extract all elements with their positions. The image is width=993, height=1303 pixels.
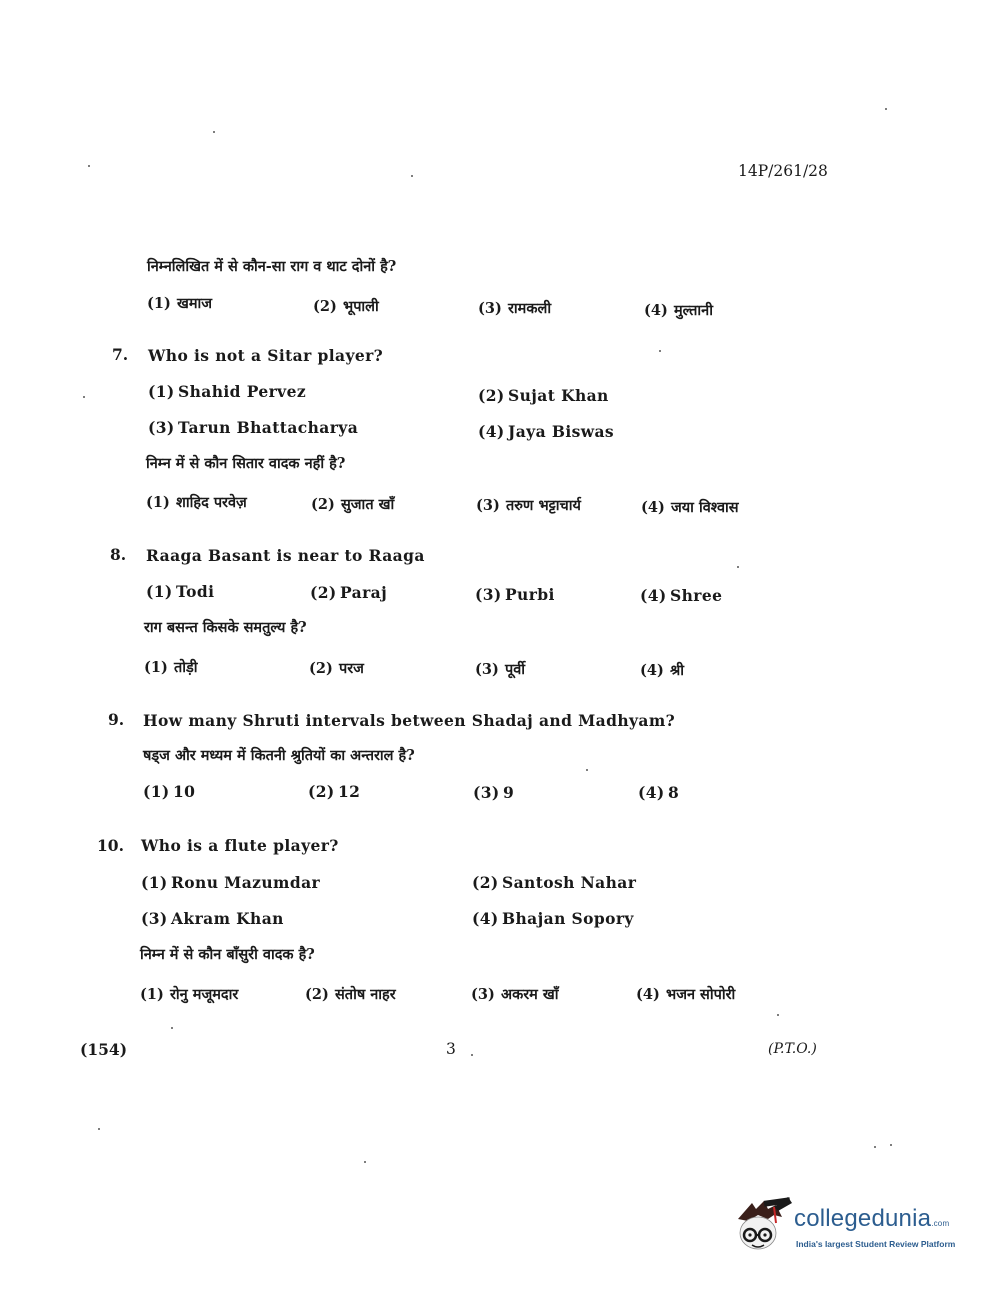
- q8-option-1: (1) Todi: [146, 582, 215, 601]
- q7-option-1: (1) Shahid Pervez: [148, 382, 307, 401]
- page-number: 3: [446, 1040, 456, 1058]
- scan-speck: [364, 1161, 366, 1163]
- scan-speck: [586, 769, 588, 771]
- logo-tagline: India's largest Student Review Platform: [796, 1239, 956, 1249]
- scan-speck: [885, 108, 887, 110]
- q7-hindi-option-3: (3) तरुण भट्टाचार्य: [476, 497, 581, 514]
- q6-option-2: (2) भूपाली: [313, 298, 379, 315]
- q10-hindi-question: निम्न में से कौन बाँसुरी वादक है?: [140, 946, 315, 963]
- q7-hindi-option-2: (2) सुजात खाँ: [311, 496, 395, 513]
- q10-number: 10.: [97, 836, 124, 855]
- scan-speck: [171, 1027, 173, 1029]
- q6-option-3: (3) रामकली: [478, 300, 552, 317]
- q6-option-4: (4) मुल्तानी: [644, 302, 713, 319]
- q8-number: 8.: [110, 545, 127, 564]
- paper-code: 14P/261/28: [738, 162, 828, 180]
- scan-speck: [83, 396, 85, 398]
- q9-option-2: (2) 12: [308, 782, 361, 801]
- q10-option-2: (2) Santosh Nahar: [472, 873, 637, 892]
- q8-hindi-question: राग बसन्त किसके समतुल्य है?: [144, 619, 307, 636]
- q10-option-1: (1) Ronu Mazumdar: [141, 873, 321, 892]
- mascot-icon: [734, 1197, 792, 1257]
- q7-hindi-option-4: (4) जया विश्वास: [641, 499, 739, 516]
- scan-speck: [737, 566, 739, 568]
- scan-speck: [659, 350, 661, 352]
- q10-hindi-option-4: (4) भजन सोपोरी: [636, 986, 736, 1003]
- scan-speck: [874, 1146, 876, 1148]
- q7-option-3: (3) Tarun Bhattacharya: [148, 418, 359, 437]
- q6-hindi-question: निम्नलिखित में से कौन-सा राग व थाट दोनों है?: [147, 258, 397, 275]
- q10-option-3: (3) Akram Khan: [141, 909, 284, 928]
- footer-code: (154): [80, 1040, 128, 1059]
- scan-speck: [88, 165, 90, 167]
- scan-speck: [471, 1054, 473, 1056]
- q9-hindi-question: षड्ज और मध्यम में कितनी श्रुतियों का अन्तराल है?: [143, 747, 415, 764]
- collegedunia-watermark: [734, 1193, 964, 1265]
- q10-hindi-option-1: (1) रोनु मजूमदार: [140, 986, 239, 1003]
- scan-speck: [777, 1014, 779, 1016]
- q8-hindi-option-2: (2) परज: [309, 660, 364, 677]
- q8-option-3: (3) Purbi: [475, 585, 555, 604]
- q10-hindi-option-2: (2) संतोष नाहर: [305, 986, 396, 1003]
- q8-hindi-option-4: (4) श्री: [640, 662, 685, 679]
- q7-hindi-option-1: (1) शाहिद परवेज़: [146, 494, 247, 511]
- pto-label: (P.T.O.): [768, 1041, 817, 1057]
- q8-option-4: (4) Shree: [640, 586, 723, 605]
- q10-hindi-option-3: (3) अकरम खाँ: [471, 986, 559, 1003]
- q7-question: Who is not a Sitar player?: [148, 346, 384, 365]
- q8-option-2: (2) Paraj: [310, 583, 388, 602]
- scan-speck: [98, 1128, 100, 1130]
- q9-option-3: (3) 9: [473, 783, 515, 802]
- scan-speck: [213, 131, 215, 133]
- q9-option-4: (4) 8: [638, 783, 680, 802]
- q10-option-4: (4) Bhajan Sopory: [472, 909, 634, 928]
- q9-option-1: (1) 10: [143, 782, 196, 801]
- q7-number: 7.: [112, 345, 129, 364]
- q10-question: Who is a flute player?: [141, 836, 339, 855]
- q9-question: How many Shruti intervals between Shadaj and Madhyam?: [143, 711, 676, 730]
- scan-speck: [890, 1144, 892, 1146]
- q8-hindi-option-3: (3) पूर्वी: [475, 661, 526, 678]
- q7-option-4: (4) Jaya Biswas: [478, 422, 615, 441]
- q9-number: 9.: [108, 710, 125, 729]
- logo-wordmark: collegedunia.com: [794, 1205, 950, 1232]
- q7-hindi-question: निम्न में से कौन सितार वादक नहीं है?: [146, 455, 346, 472]
- q8-question: Raaga Basant is near to Raaga: [146, 546, 425, 565]
- q6-option-1: (1) खमाज: [147, 295, 213, 312]
- q8-hindi-option-1: (1) तोड़ी: [144, 659, 198, 676]
- scan-speck: [411, 175, 413, 177]
- q7-option-2: (2) Sujat Khan: [478, 386, 609, 405]
